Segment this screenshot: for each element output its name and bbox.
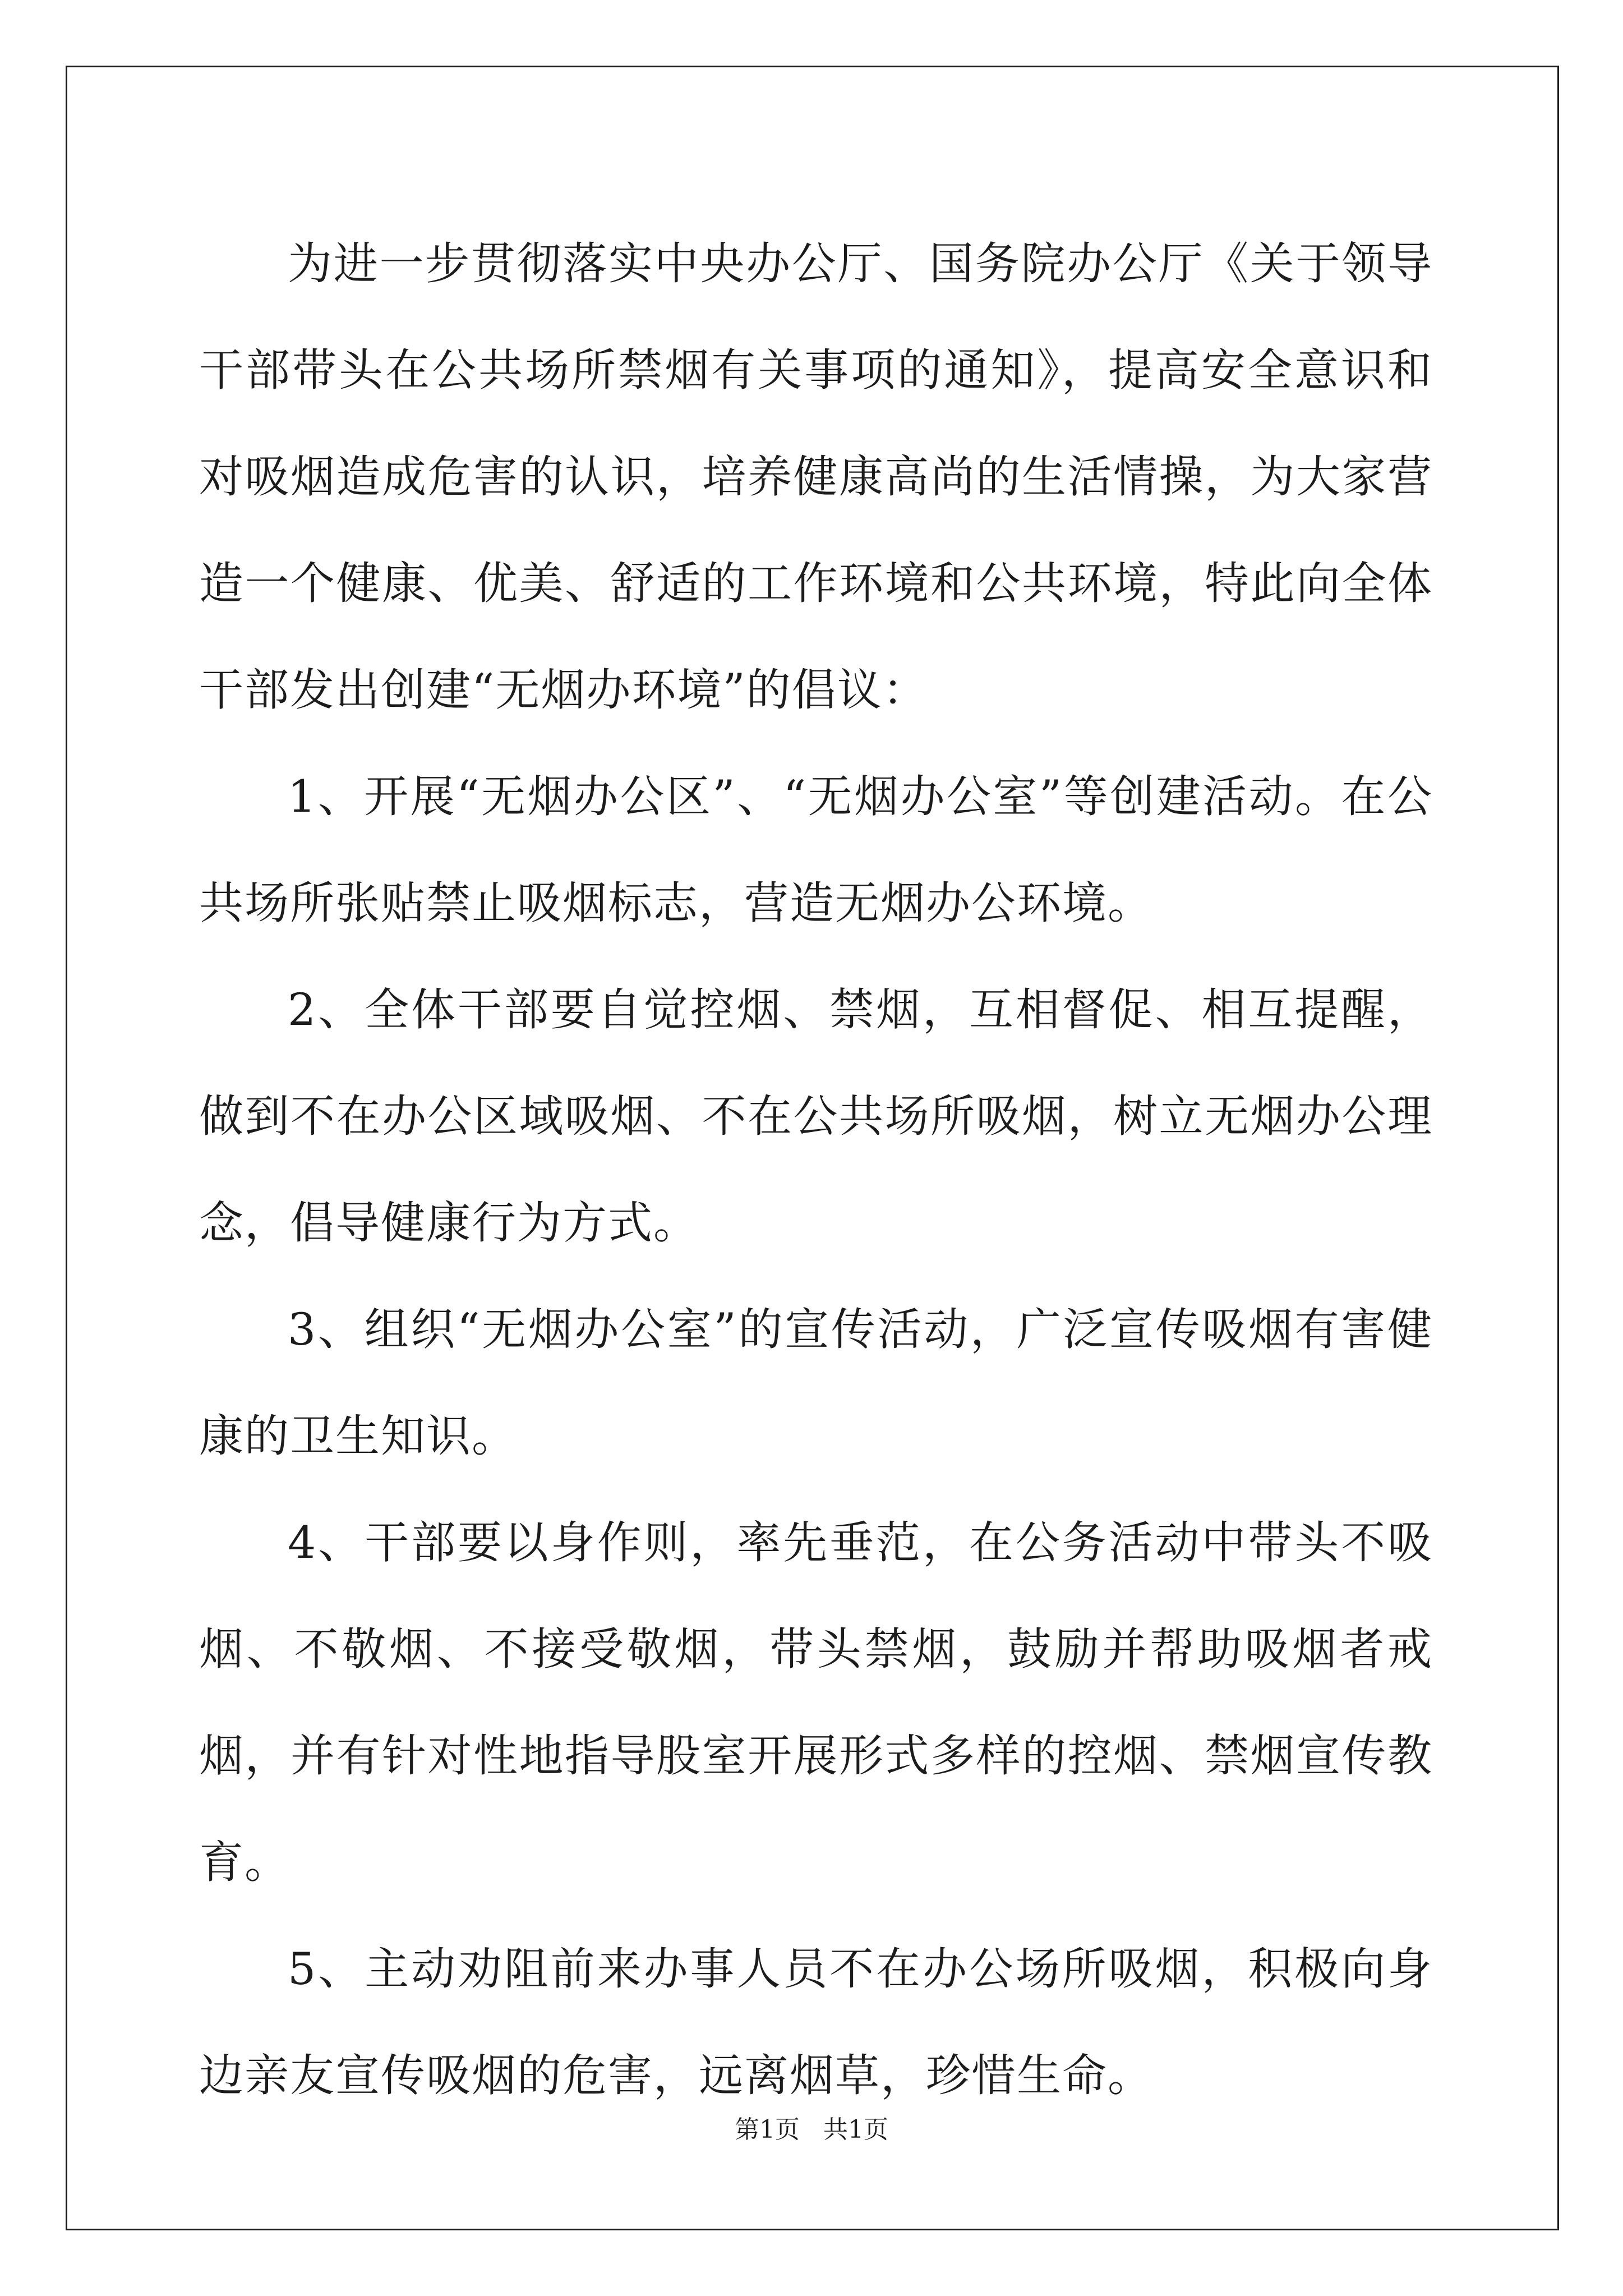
paragraph-item-3: 3、组织“无烟办公室”的宣传活动，广泛宣传吸烟有害健康的卫生知识。 [199, 1304, 1433, 1462]
paragraph-item-1: 1、开展“无烟办公区”、“无烟办公室”等创建活动。在公共场所张贴禁止吸烟标志，营造无烟办公环境。 [199, 771, 1433, 929]
paragraph-intro: 为进一步贯彻落实中央办公厅、国务院办公厅《关于领导干部带头在公共场所禁烟有关事项的通知》，提高安全意识和对吸烟造成危害的认识，培养健康高尚的生活情操，为大家营造一个健康、优美、舒适的工作环境和公共环境，特此向全体干部发出创建“无烟办环境”的倡议： [199, 238, 1433, 716]
page-footer: 第1页 共1页 [735, 2115, 888, 2144]
paragraph-item-4: 4、干部要以身作则，率先垂范，在公务活动中带头不吸烟、不敬烟、不接受敬烟，带头禁烟，鼓励并帮助吸烟者戒烟，并有针对性地指导股室开展形式多样的控烟、禁烟宣传教育。 [199, 1517, 1433, 1888]
paragraph-item-5: 5、主动劝阻前来办事人员不在办公场所吸烟，积极向身边亲友宣传吸烟的危害，远离烟草，珍惜生命。 [199, 1943, 1433, 2101]
document-body [199, 210, 1433, 2129]
paragraph-item-2: 2、全体干部要自觉控烟、禁烟，互相督促、相互提醒，做到不在办公区域吸烟、不在公共场所吸烟，树立无烟办公理念，倡导健康行为方式。 [199, 984, 1433, 1249]
